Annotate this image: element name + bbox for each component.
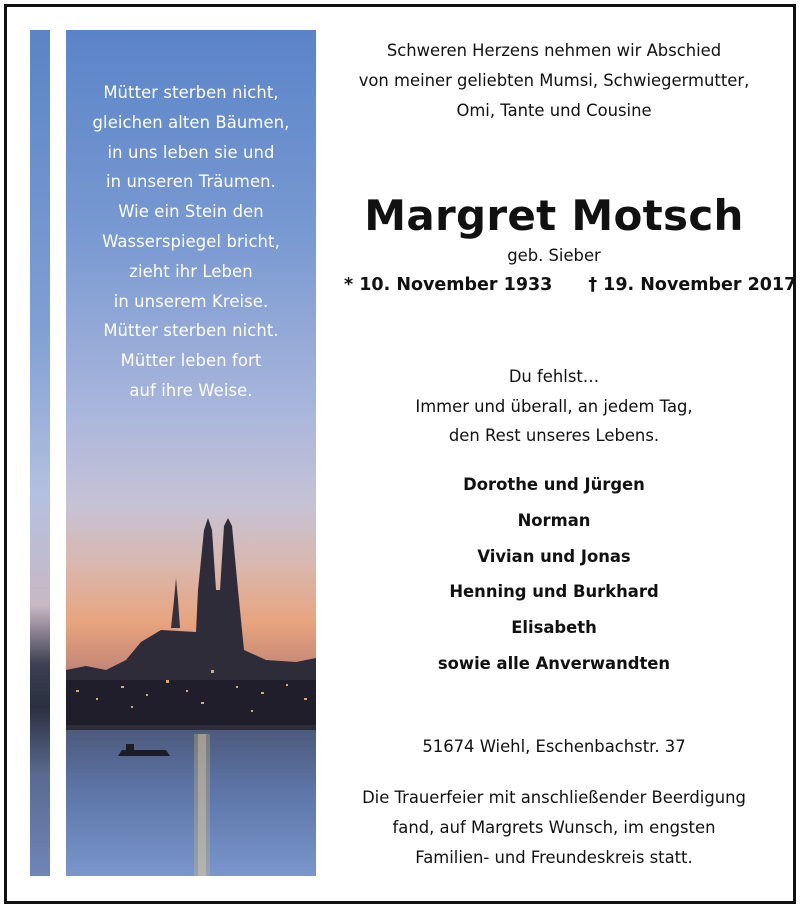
- mourner: Dorothe und Jürgen: [463, 475, 645, 494]
- poem-line: in unseren Träumen.: [106, 172, 276, 192]
- address: 51674 Wiehl, Eschenbachstr. 37: [422, 737, 686, 756]
- maiden-name: geb. Sieber: [507, 246, 601, 265]
- intro-line: Omi, Tante und Cousine: [456, 101, 652, 120]
- mourner: Henning und Burkhard: [449, 582, 659, 602]
- intro: [344, 36, 764, 126]
- poem-line: zieht ihr Leben: [129, 261, 253, 281]
- funeral-line: Familien- und Freundeskreis statt.: [415, 848, 693, 867]
- intro-line: von meiner geliebten Mumsi, Schwiegermutter,: [358, 71, 750, 90]
- quote-line: den Rest unseres Lebens.: [448, 426, 660, 445]
- poem-line: in uns leben sie und: [107, 142, 275, 162]
- intro-line: Schweren Herzens nehmen wir Abschied: [386, 41, 722, 60]
- funeral-line: fand, auf Margrets Wunsch, im engsten: [392, 818, 716, 837]
- funeral-notice: [344, 783, 764, 873]
- poem-line: Mütter leben fort: [120, 351, 262, 371]
- quote-line: Du fehlst…: [508, 367, 600, 386]
- birth-date: * 10. November 1933: [344, 275, 553, 295]
- mourner: Elisabeth: [511, 618, 597, 638]
- poem-line: auf ihre Weise.: [129, 380, 253, 400]
- decorative-color-strip: [30, 30, 50, 876]
- death-date: † 19. November 2017: [588, 275, 797, 295]
- quote: [344, 362, 764, 451]
- funeral-line: Die Trauerfeier mit anschließender Beerdigung: [362, 788, 746, 807]
- life-dates: [344, 273, 797, 297]
- mourners-list: [344, 467, 764, 682]
- poem: [66, 78, 316, 406]
- mourner: Vivian und Jonas: [477, 546, 631, 566]
- poem-line: Mütter sterben nicht.: [103, 321, 279, 341]
- mourner: Norman: [517, 510, 591, 530]
- poem-line: Wie ein Stein den: [118, 202, 264, 222]
- poem-line: gleichen alten Bäumen,: [92, 112, 290, 132]
- poem-line: Mütter sterben nicht,: [103, 83, 279, 102]
- poem-line: in unserem Kreise.: [113, 291, 269, 311]
- deceased-name: Margret Motsch: [364, 191, 744, 240]
- poem-line: Wasserspiegel bricht,: [102, 231, 280, 251]
- quote-line: Immer und überall, an jedem Tag,: [415, 396, 693, 416]
- mourner: sowie alle Anverwandten: [437, 653, 671, 673]
